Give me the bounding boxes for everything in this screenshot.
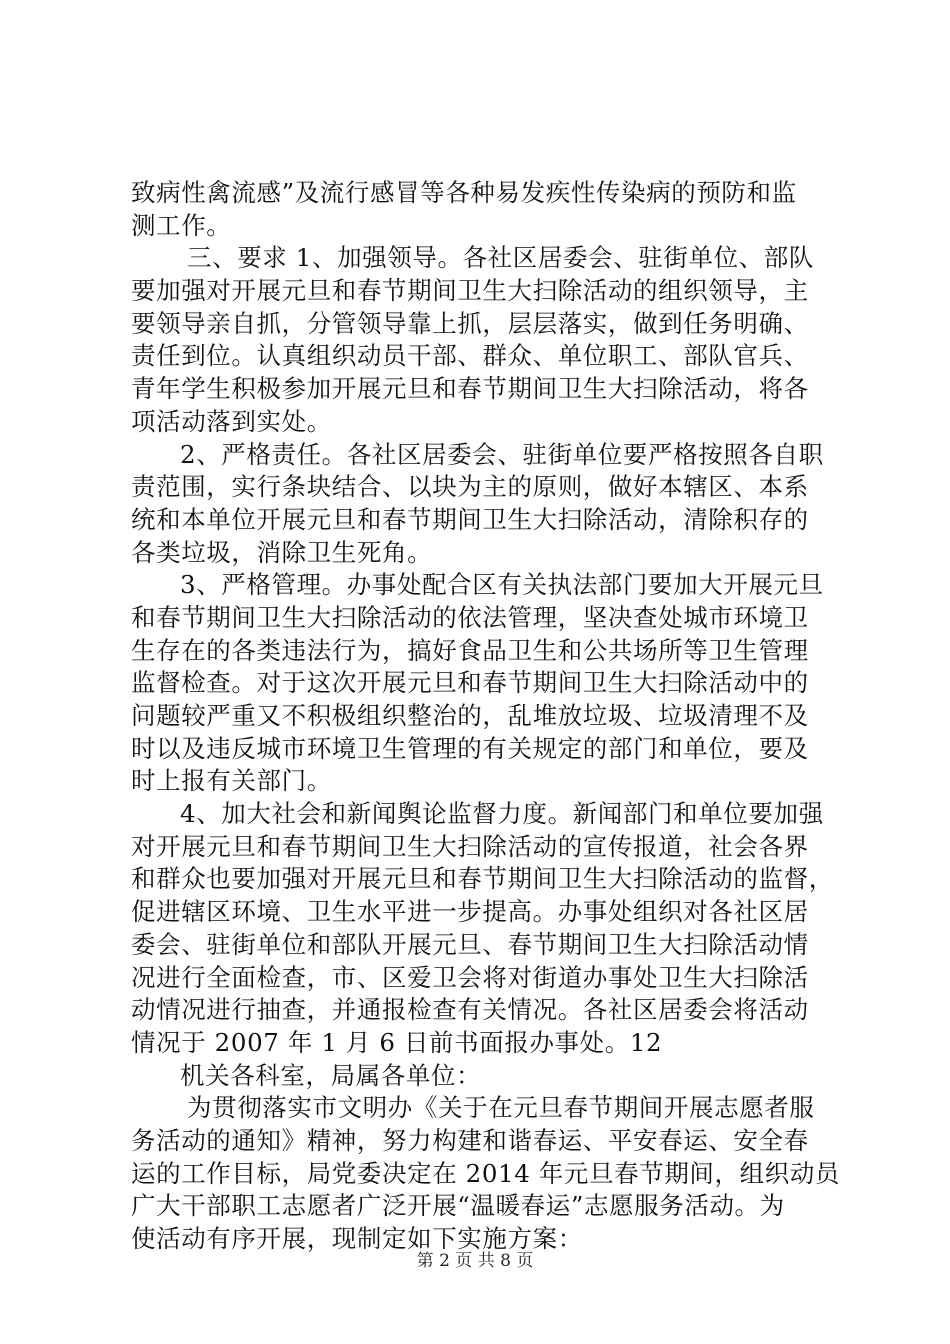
text-line: 监督检查。对于这次开展元旦和春节期间卫生大扫除活动中的 — [131, 668, 809, 698]
text-line: 问题较严重又不积极组织整治的，乱堆放垃圾、垃圾清理不及 — [131, 701, 809, 730]
text-line: 测工作。 — [131, 210, 232, 240]
text-line: 项活动落到实处。 — [131, 406, 332, 436]
text-line: 各类垃圾，消除卫生死角。 — [131, 537, 433, 567]
text-line: 广大干部职工志愿者广泛开展“温暖春运”志愿服务活动。为 — [131, 1191, 785, 1221]
text-line: 4、加大社会和新闻舆论监督力度。新闻部门和单位要加强 — [180, 799, 824, 829]
text-line: 动情况进行抽查，并通报检查有关情况。各社区居委会将活动 — [131, 995, 809, 1025]
document-body — [131, 177, 841, 1256]
text-line: 使活动有序开展，现制定如下实施方案： — [131, 1224, 583, 1253]
text-line: 3、严格管理。办事处配合区有关执法部门要加大开展元旦 — [180, 570, 824, 600]
text-line: 机关各科室，局属各单位： — [180, 1060, 482, 1090]
text-line: 促进辖区环境、卫生水平进一步提高。办事处组织对各社区居 — [131, 897, 809, 927]
text-line: 和群众也要加强对开展元旦和春节期间卫生大扫除活动的监督， — [131, 864, 834, 894]
text-line: 务活动的通知》精神，努力构建和谐春运、平安春运、安全春 — [131, 1125, 809, 1155]
text-line: 对开展元旦和春节期间卫生大扫除活动的宣传报道，社会各界 — [131, 831, 809, 861]
text-line: 2、严格责任。各社区居委会、驻街单位要严格按照各自职 — [180, 439, 824, 469]
text-line: 运的工作目标，局党委决定在 2014 年元旦春节期间，组织动员 — [131, 1158, 841, 1188]
text-line: 三、要求 1、加强领导。各社区居委会、驻街单位、部队 — [187, 243, 814, 273]
text-line: 和春节期间卫生大扫除活动的依法管理，坚决查处城市环境卫 — [131, 602, 809, 632]
text-line: 况进行全面检查，市、区爱卫会将对街道办事处卫生大扫除活 — [131, 962, 809, 992]
text-line: 要加强对开展元旦和春节期间卫生大扫除活动的组织领导，主 — [131, 276, 809, 306]
text-line: 为贯彻落实市文明办《关于在元旦春节期间开展志愿者服 — [187, 1093, 815, 1123]
text-line: 生存在的各类违法行为，搞好食品卫生和公共场所等卫生管理 — [131, 635, 809, 665]
text-line: 情况于 2007 年 1 月 6 日前书面报办事处。12 — [131, 1027, 663, 1057]
text-line: 责范围，实行条块结合、以块为主的原则，做好本辖区、本系 — [131, 472, 809, 502]
text-line: 要领导亲自抓，分管领导靠上抓，层层落实，做到任务明确、 — [131, 308, 809, 338]
text-line: 委会、驻街单位和部队开展元旦、春节期间卫生大扫除活动情 — [131, 929, 809, 959]
text-line: 青年学生积极参加开展元旦和春节期间卫生大扫除活动，将各 — [131, 374, 809, 404]
text-line: 责任到位。认真组织动员干部、群众、单位职工、部队官兵、 — [131, 341, 809, 371]
text-line: 时上报有关部门。 — [131, 766, 332, 796]
text-line: 致病性禽流感”及流行感冒等各种易发疾性传染病的预防和监 — [131, 178, 797, 207]
page-footer: 第 2 页 共 8 页 — [416, 1251, 534, 1271]
text-line: 时以及违反城市环境卫生管理的有关规定的部门和单位，要及 — [131, 733, 809, 763]
text-line: 统和本单位开展元旦和春节期间卫生大扫除活动，清除积存的 — [131, 504, 809, 534]
